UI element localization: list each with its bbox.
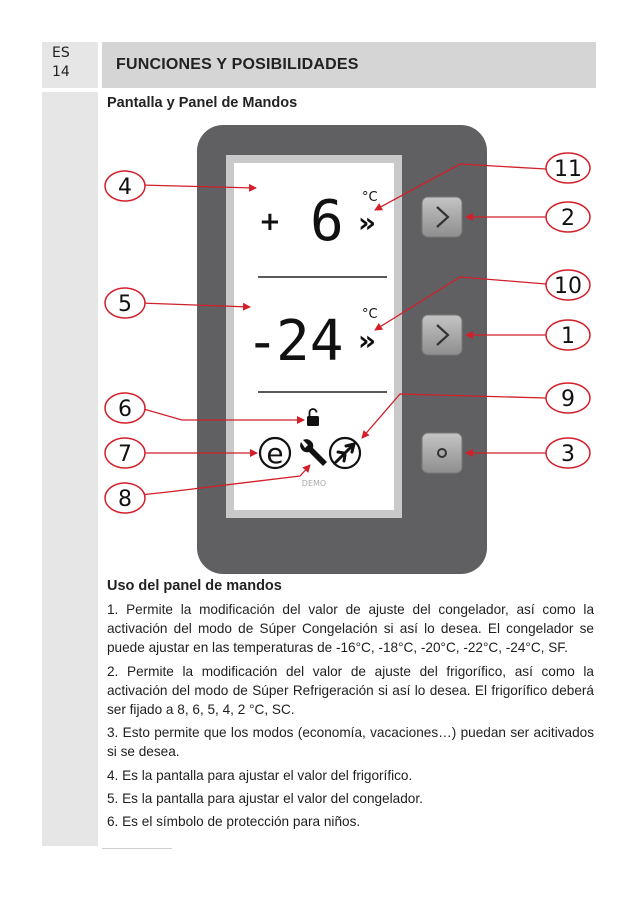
footer-rule [102, 848, 172, 849]
callout-3: 3 [561, 442, 575, 467]
eco-letter: e [266, 437, 284, 470]
subsection-title: Pantalla y Panel de Mandos [107, 95, 298, 111]
freezer-sign: - [246, 310, 279, 373]
freezer-set-button[interactable] [422, 315, 462, 355]
super-freeze-icon: » [358, 324, 377, 357]
usage-item: 1. Permite la modificación del valor de ajuste del congelador, así como la activación del modo de Súper Congelación si así lo desea. El congelador se puede ajustar en las temperaturas de -16°C, -18°C, -20°C, -22°C, -24°C, SF. [107, 602, 594, 656]
freezer-unit: °C [362, 307, 378, 322]
usage-item: 6. Es el símbolo de protección para niños. [107, 814, 361, 830]
callout-4: 4 [118, 175, 132, 200]
page-marker [52, 44, 70, 82]
callout-9: 9 [561, 387, 575, 412]
super-cool-icon: » [358, 206, 377, 239]
control-panel-figure [100, 120, 600, 580]
callout-11: 11 [554, 157, 582, 182]
language-code: ES [52, 45, 70, 61]
fridge-unit: °C [362, 190, 378, 205]
fridge-sign: + [259, 207, 281, 237]
sidebar-top [42, 42, 98, 88]
usage-item: 5. Es la pantalla para ajustar el valor del congelador. [107, 790, 423, 806]
usage-item: 3. Esto permite que los modos (economía, vacaciones…) puedan ser acitivados si se desea. [107, 725, 594, 760]
freezer-temperature: 24 [276, 309, 344, 374]
section-title: FUNCIONES Y POSIBILIDADES [116, 56, 359, 73]
usage-heading: Uso del panel de mandos [107, 578, 282, 594]
callout-1: 1 [561, 324, 575, 349]
demo-label: DEMO [301, 479, 327, 488]
usage-item: 4. Es la pantalla para ajustar el valor del frigorífico. [107, 767, 413, 783]
callout-8: 8 [118, 487, 132, 512]
callout-2: 2 [561, 206, 575, 231]
usage-item: 2. Permite la modificación del valor de ajuste del frigorífico, así como la activación del modo de Súper Refrigeración si así lo desea. El frigorífico deberá ser fijado a 8, 6, 5, 4, 2 °C, SC. [107, 663, 594, 718]
callout-5: 5 [118, 292, 132, 317]
mode-button[interactable] [422, 433, 462, 473]
callout-10: 10 [554, 274, 582, 299]
sidebar-margin [42, 92, 98, 846]
fridge-set-button[interactable] [422, 197, 462, 237]
callout-7: 7 [118, 442, 132, 467]
page-number: 14 [52, 64, 70, 80]
callout-6: 6 [118, 397, 132, 422]
fridge-temperature: 6 [310, 189, 344, 254]
section-header [102, 42, 596, 88]
usage-list [107, 600, 594, 835]
